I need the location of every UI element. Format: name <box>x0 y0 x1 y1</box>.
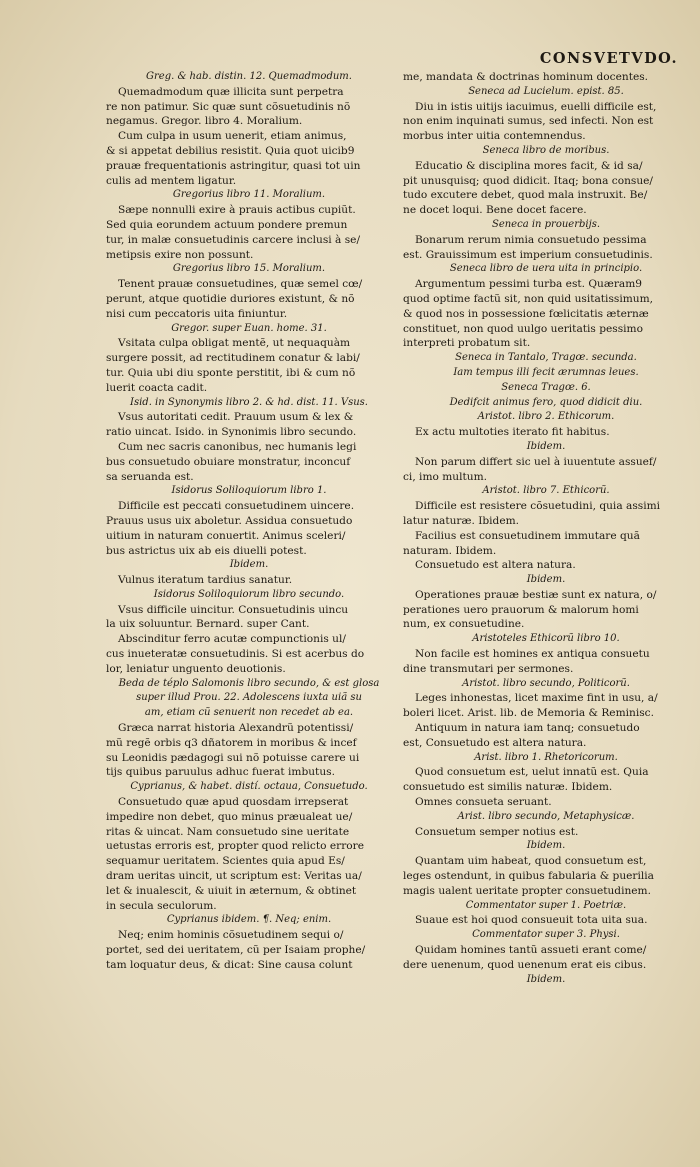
text-line: Vulnus iteratum tardius sanatur. <box>118 574 293 587</box>
source-citation: Arist. libro 1. Rhetoricorum. <box>474 751 618 763</box>
text-line: perunt, atque quotidie duriores existunt, & nõ <box>106 292 355 305</box>
source-citation: Greg. & hab. distin. 12. Quemadmodum. <box>146 71 352 82</box>
text-line: portet, sed dei ueritatem, cũ per Isaiam prophe/ <box>106 944 366 957</box>
text-line: ratio uincat. Isido. in Synonimis libro secundo. <box>106 426 357 439</box>
source-citation: Beda de téplo Salomonis libro secundo, & est glosa <box>118 677 380 689</box>
text-line: Neq; enim hominis cõsuetudinem sequi o/ <box>118 929 344 942</box>
text-line: mũ regẽ orbis q3 dñatorem in moribus & incef <box>106 736 357 749</box>
text-line: Consuetudo est altera natura. <box>415 559 576 572</box>
source-citation: Gregor. super Euan. home. 31. <box>171 322 327 334</box>
text-line: Non parum differt sic uel à iuuentute assuef/ <box>415 455 657 468</box>
source-citation: Aristot. libro 7. Ethicorũ. <box>482 485 610 497</box>
text-line: dine transmutari per sermones. <box>403 662 574 675</box>
text-line: Argumentum pessimi turba est. Quæram9 <box>415 278 643 291</box>
text-line: la uix soluuntur. Bernard. super Cant. <box>106 618 310 631</box>
text-line: Bonarum rerum nimia consuetudo pessima <box>415 233 647 246</box>
left-column <box>106 70 392 973</box>
text-line: Ex actu multoties iterato fit habitus. <box>415 426 610 439</box>
source-citation: Seneca in Tantalo, Tragœ. secunda. <box>455 352 637 364</box>
source-citation: super illud Prou. 22. Adolescens iuxta uiã su <box>136 692 362 704</box>
text-line: Quantam uim habeat, quod consuetum est, <box>415 855 647 868</box>
text-line: tur. Quia ubi diu sponte perstitit, ibi & cum nõ <box>106 366 356 379</box>
text-line: Consuetudo quæ apud quosdam irrepserat <box>118 796 349 809</box>
text-line: uitium in naturam conuertit. Animus sceleri/ <box>106 529 346 542</box>
text-line: Cum culpa in usum uenerit, etiam animus, <box>118 130 347 143</box>
text-line: culis ad mentem ligatur. <box>106 174 237 187</box>
text-line: Educatio & disciplina mores facit, & id sa/ <box>415 159 643 172</box>
text-line: dere uenenum, quod uenenum erat eis cibus. <box>403 958 647 971</box>
text-line: naturam. Ibidem. <box>403 544 497 557</box>
text-line: tam loquatur deus, & dicat: Sine causa colunt <box>106 958 353 971</box>
text-line: prauæ frequentationis astringitur, quasi tot uin <box>106 159 361 172</box>
text-line: bus astrictus uix ab eis diuelli potest. <box>106 544 307 557</box>
source-citation: Commentator super 1. Poetriæ. <box>465 899 627 911</box>
source-citation: Ibidem. <box>526 973 566 985</box>
running-head: CONSVETVDO. <box>539 50 678 67</box>
text-line: uetustas erroris est, propter quod relicto errore <box>106 840 364 853</box>
text-line: Abscinditur ferro acutæ compunctionis ul/ <box>118 633 346 646</box>
text-line: leges ostendunt, in quibus fabularia & puerilia <box>403 870 654 883</box>
text-line: perationes uero prauorum & malorum homi <box>403 603 639 616</box>
text-line: sa seruanda est. <box>106 470 194 483</box>
text-line: sequamur ueritatem. Scientes quia apud Es/ <box>106 855 345 868</box>
text-line: Vsitata culpa obligat mentẽ, ut nequaquàm <box>118 337 351 350</box>
source-citation: Seneca in prouerbijs. <box>491 218 601 230</box>
text-line: in secula seculorum. <box>106 899 217 912</box>
source-citation: Ibidem. <box>526 574 566 586</box>
text-line: ci, imo multum. <box>403 470 487 483</box>
text-line: me, mandata & doctrinas hominum docentes. <box>403 71 649 83</box>
text-line: Antiquum in natura iam tanq; consuetudo <box>415 722 640 735</box>
text-line: Operationes prauæ bestiæ sunt ex natura, o/ <box>415 588 657 601</box>
source-citation: Iam tempus illi fecit ærumnas leues. <box>453 366 639 378</box>
text-line: tur, in malæ consuetudinis carcere inclusi à se/ <box>106 233 361 246</box>
text-line: impedire non debet, quo minus præualeat ue/ <box>106 810 353 823</box>
source-citation: Isid. in Synonymis libro 2. & hd. dist. 11. Vsus. <box>130 396 368 408</box>
text-line: Non facile est homines ex antiqua consuetu <box>415 648 650 661</box>
text-line: Sed quia eorundem actuum pondere premun <box>106 218 348 231</box>
text-line: metipsis exire non possunt. <box>106 248 254 261</box>
text-line: num, ex consuetudine. <box>403 618 525 631</box>
text-line: Quod consuetum est, uelut innatũ est. Quia <box>415 766 649 779</box>
text-line: Omnes consueta seruant. <box>415 796 552 809</box>
text-line: su Leonidis pædagogi sui nõ potuisse carere ui <box>106 751 360 764</box>
source-citation: Isidorus Soliloquiorum libro secundo. <box>153 588 345 600</box>
text-line: luerit coacta cadit. <box>106 381 208 394</box>
text-line: magis ualent ueritate propter consuetudinem. <box>403 884 651 897</box>
text-line: & si appetat debilius resistit. Quia quot uicib9 <box>106 144 355 157</box>
text-line: non enim inquinati sumus, sed infecti. Non est <box>403 115 654 128</box>
source-citation: Aristoteles Ethicorũ libro 10. <box>472 633 620 645</box>
text-line: tudo excutere debet, quod mala instruxit. Be/ <box>403 189 648 202</box>
text-line: quod optime factũ sit, non quid usitatissimum, <box>403 292 653 305</box>
source-citation: Seneca libro de moribus. <box>482 144 610 156</box>
source-citation: am, etiam cũ senuerit non recedet ab ea. <box>144 707 354 719</box>
text-line: interpreti probatum sit. <box>403 337 531 350</box>
source-citation: Aristot. libro secundo, Politicorũ. <box>462 677 630 689</box>
text-line: Quemadmodum quæ illicita sunt perpetra <box>118 85 344 98</box>
text-line: bus consuetudo obuiare monstratur, inconcuf <box>106 455 351 468</box>
source-citation: Isidorus Soliloquiorum libro 1. <box>171 485 327 497</box>
source-citation: Ibidem. <box>526 440 566 452</box>
text-line: Tenent prauæ consuetudines, quæ semel cœ/ <box>118 278 363 291</box>
text-line: let & inualescit, & uiuit in æternum, & obtinet <box>106 884 357 897</box>
text-line: est. Grauissimum est imperium consuetudinis. <box>403 248 653 261</box>
text-line: tijs quibus paruulus adhuc fuerat imbutus. <box>106 766 335 779</box>
source-citation: Gregorius libro 11. Moralium. <box>172 189 326 201</box>
source-citation: Dedifcit animus fero, quod didicit diu. <box>449 396 643 408</box>
source-citation: Arist. libro secundo, Metaphysicæ. <box>457 810 635 822</box>
text-line: Prauus usus uix aboletur. Assidua consuetudo <box>106 514 353 527</box>
text-line: Diu in istis uitijs iacuimus, euelli difficile est, <box>415 100 657 113</box>
text-line: Leges inhonestas, licet maxime fint in usu, a/ <box>415 692 658 705</box>
text-line: surgere possit, ad rectitudinem conatur & labi/ <box>106 352 360 365</box>
text-line: dram ueritas uincit, ut scriptum est: Veritas ua/ <box>106 870 362 883</box>
source-citation: Ibidem. <box>229 559 269 571</box>
text-line: Græca narrat historia Alexandrũ potentissi/ <box>118 722 354 735</box>
text-line: & quod nos in possessione fœlicitatis æternæ <box>403 307 649 320</box>
source-citation: Cyprianus, & habet. distí. octaua, Consuetudo. <box>130 781 368 793</box>
text-line: negamus. Gregor. libro 4. Moralium. <box>106 115 303 128</box>
source-citation: Gregorius libro 15. Moralium. <box>172 263 326 275</box>
source-citation: Cyprianus ibidem. ¶. Neq; enim. <box>166 914 332 926</box>
text-line: ne docet loqui. Bene docet facere. <box>403 204 587 217</box>
text-line: Vsus difficile uincitur. Consuetudinis uincu <box>118 603 349 616</box>
text-line: Facilius est consuetudinem immutare quã <box>415 529 640 542</box>
source-citation: Seneca libro de uera uita in principio. <box>449 263 643 275</box>
text-line: est, Consuetudo est altera natura. <box>403 736 587 749</box>
text-line: morbus inter uitia contemnendus. <box>403 130 586 143</box>
text-line: Difficile est resistere cõsuetudini, quia assimi <box>415 500 661 513</box>
text-line: Sæpe nonnulli exire à prauis actibus cupiũt. <box>118 204 356 217</box>
text-line: Vsus autoritati cedit. Prauum usum & lex & <box>118 411 354 424</box>
source-citation: Aristot. libro 2. Ethicorum. <box>477 411 615 423</box>
source-citation: Seneca Tragœ. 6. <box>501 381 591 393</box>
text-line: Cum nec sacris canonibus, nec humanis legi <box>118 440 357 453</box>
text-line: nisi cum peccatoris uita finiuntur. <box>106 307 288 320</box>
right-column <box>403 70 689 987</box>
text-line: cus inueteratæ consuetudinis. Si est acerbus do <box>106 648 365 661</box>
text-line: Difficile est peccati consuetudinem uincere. <box>118 500 355 513</box>
text-line: pit unusquisq; quod didicit. Itaq; bona consue/ <box>403 174 654 187</box>
text-line: re non patimur. Sic quæ sunt cõsuetudinis nõ <box>106 100 351 113</box>
source-citation: Commentator super 3. Physi. <box>472 929 620 941</box>
text-line: Quidam homines tantũ assueti erant come/ <box>415 944 647 957</box>
text-line: Consuetum semper notius est. <box>415 825 579 838</box>
source-citation: Ibidem. <box>526 840 566 852</box>
text-line: constituet, non quod uulgo ueritatis pessimo <box>403 322 643 335</box>
text-line: ritas & uincat. Nam consuetudo sine ueritate <box>106 825 350 838</box>
text-line: boleri licet. Arist. lib. de Memoria & Reminisc. <box>403 707 654 720</box>
text-line: latur naturæ. Ibidem. <box>403 514 520 527</box>
text-line: Suaue est hoi quod consueuit tota uita sua. <box>415 914 648 927</box>
text-line: lor, leniatur unguento deuotionis. <box>106 662 286 675</box>
source-citation: Seneca ad Lucielum. epist. 85. <box>468 85 624 97</box>
text-line: consuetudo est similis naturæ. Ibidem. <box>403 781 613 794</box>
